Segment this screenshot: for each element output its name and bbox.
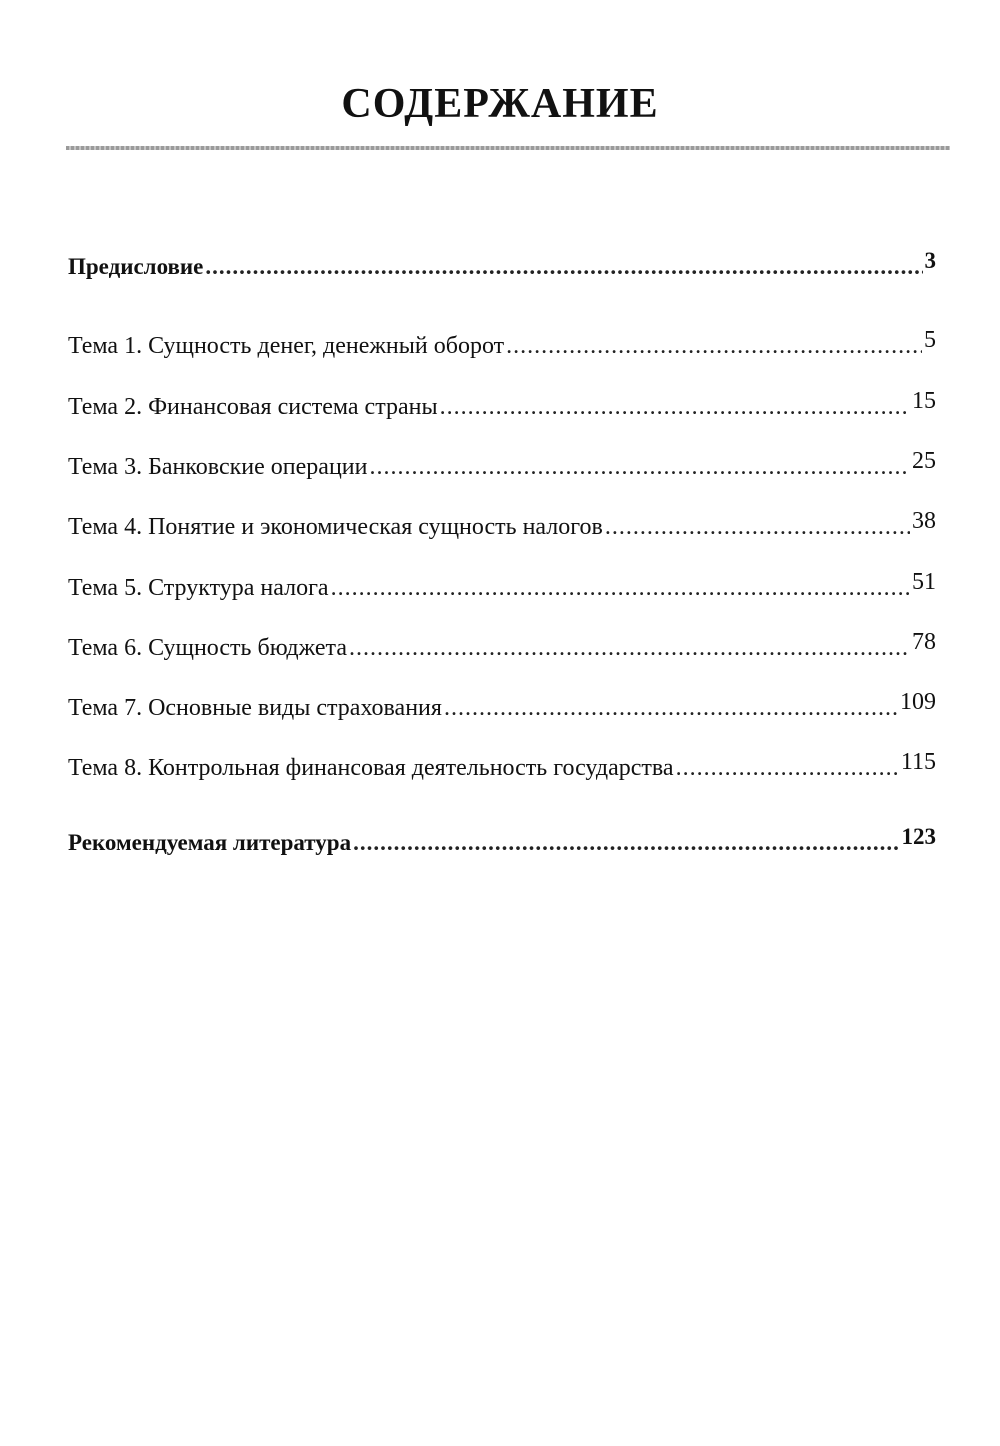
dot-leader: [440, 392, 910, 422]
page-title: СОДЕРЖАНИЕ: [341, 81, 659, 127]
toc-entry-topic-3[interactable]: [68, 448, 936, 482]
toc-entry-label: Тема 1. Сущность денег, денежный оборот: [68, 333, 505, 359]
toc-entry-label: Тема 7. Основные виды страхования: [68, 695, 442, 721]
dot-leader: [349, 633, 910, 663]
toc-entry-topic-4[interactable]: [68, 508, 936, 542]
toc-entry-preface[interactable]: [68, 248, 936, 282]
dot-leader: [506, 331, 922, 361]
toc-entry-topic-5[interactable]: [68, 569, 936, 603]
toc-entry-page: 51: [912, 569, 936, 595]
toc-entry-page: 78: [912, 629, 936, 655]
dot-leader: [369, 452, 910, 482]
toc-entry-page: 38: [912, 508, 936, 534]
toc-entry-page: 123: [901, 824, 936, 849]
dot-leader: [444, 693, 898, 723]
toc-entry-page: 15: [912, 388, 936, 414]
toc-entry-topic-2[interactable]: [68, 388, 936, 422]
toc-entry-label: Тема 4. Понятие и экономическая сущность налогов: [68, 514, 603, 540]
toc-entry-page: 5: [924, 327, 936, 353]
toc-entry-page: 109: [900, 689, 936, 715]
toc-entry-label: Тема 3. Банковские операции: [68, 454, 368, 480]
title-rule: [66, 146, 950, 150]
toc-entry-literature[interactable]: [68, 824, 936, 858]
toc-entry-label: Тема 8. Контрольная финансовая деятельность государства: [68, 755, 674, 781]
dot-leader: [605, 512, 910, 542]
toc-entry-page: 115: [900, 749, 936, 775]
toc-entry-label: Предисловие: [68, 254, 204, 279]
toc-entry-page: 3: [924, 248, 936, 273]
toc-entry-label: Тема 5. Структура налога: [68, 575, 329, 601]
dot-leader: [331, 573, 910, 603]
dot-leader: [205, 252, 922, 282]
dot-leader: [353, 828, 899, 858]
dot-leader: [676, 753, 899, 783]
toc-entry-label: Рекомендуемая литература: [68, 830, 352, 855]
toc-entry-label: Тема 6. Сущность бюджета: [68, 635, 347, 661]
toc-entry-topic-6[interactable]: [68, 629, 936, 663]
toc-entry-topic-1[interactable]: [68, 327, 936, 361]
toc-entry-topic-7[interactable]: [68, 689, 936, 723]
toc-entry-topic-8[interactable]: [68, 749, 936, 783]
toc-entry-label: Тема 2. Финансовая система страны: [68, 394, 438, 420]
toc-entry-page: 25: [912, 448, 936, 474]
